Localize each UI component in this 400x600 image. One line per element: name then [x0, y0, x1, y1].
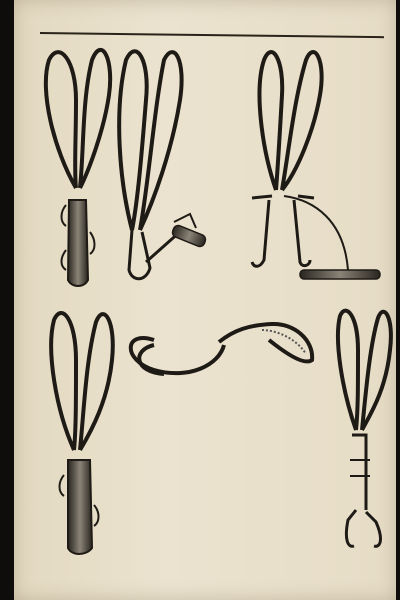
forceps-e1510-illustration — [252, 52, 380, 279]
forceps-e1505-illustration — [338, 311, 391, 547]
forceps-e1485-illustration — [51, 313, 113, 554]
forceps-e1482-illustration — [119, 51, 207, 278]
catalog-page — [14, 0, 396, 600]
forceps-e1496-illustration — [131, 324, 312, 374]
forceps-e1470-illustration — [46, 50, 110, 286]
forceps-illustrations — [14, 0, 396, 600]
